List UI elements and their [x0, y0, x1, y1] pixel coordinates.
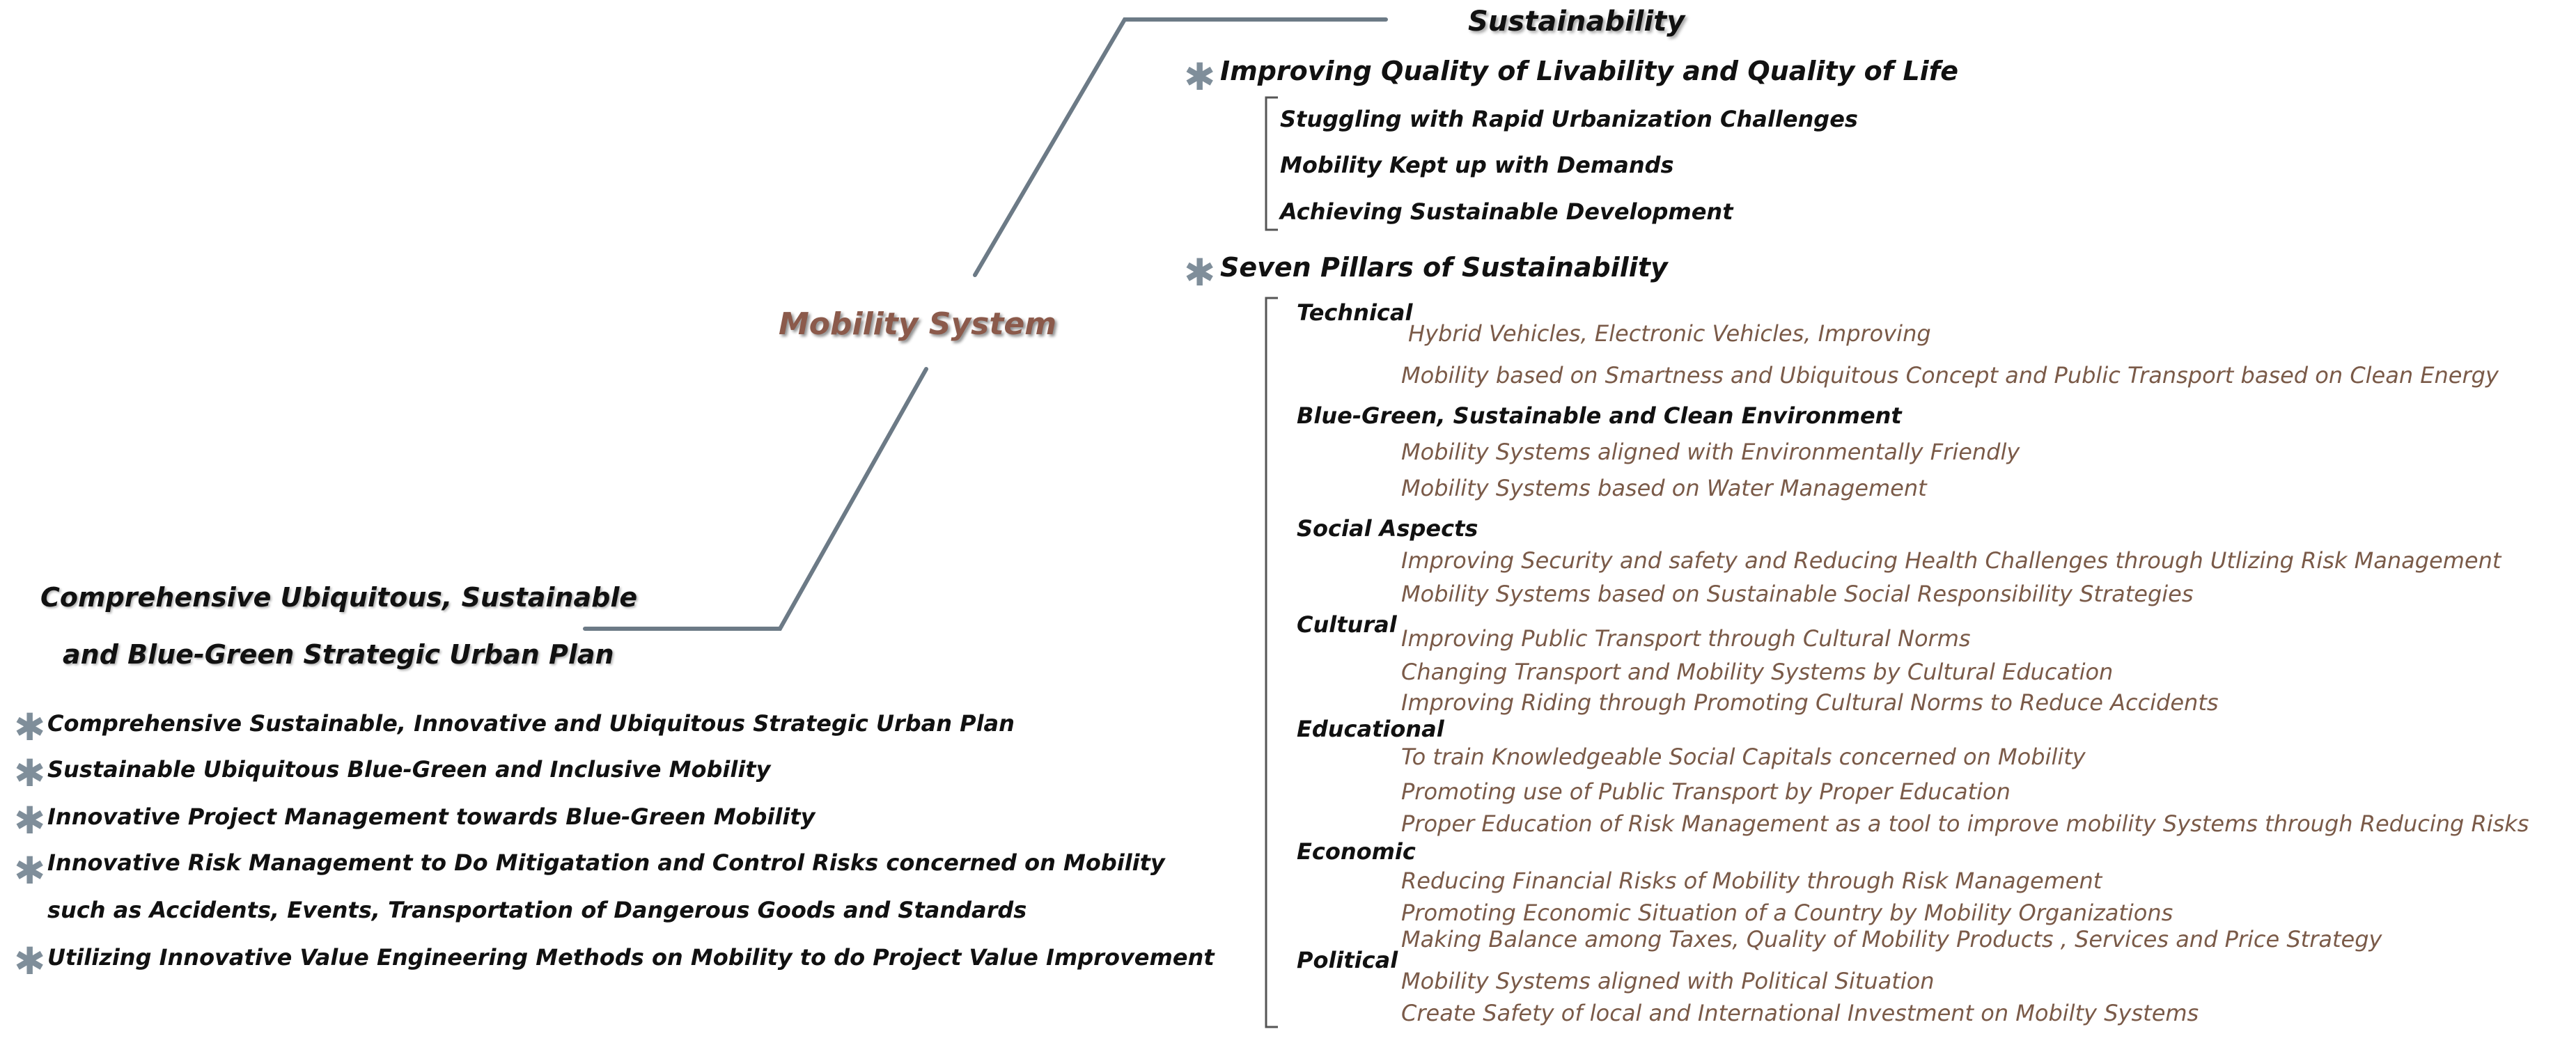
- pillar-cultural-label: Cultural: [1297, 611, 1397, 638]
- pillar-item: Mobility Systems aligned with Political Situation: [1401, 968, 1935, 994]
- pillar-item: Changing Transport and Mobility Systems by Cultural Education: [1401, 659, 2114, 685]
- pillar-item: Making Balance among Taxes, Quality of Mobility Products , Services and Price Strategy: [1401, 926, 2382, 952]
- pillar-economic-label: Economic: [1297, 838, 1416, 865]
- plan-item: Innovative Project Management towards Blue-Green Mobility: [47, 803, 815, 830]
- pillar-item: Mobility Systems aligned with Environmentally Friendly: [1401, 439, 2020, 465]
- pillar-item: Promoting Economic Situation of a Country by Mobility Organizations: [1401, 900, 2173, 926]
- pillar-item: Improving Public Transport through Cultural Norms: [1401, 625, 1971, 652]
- pillar-item: Hybrid Vehicles, Electronic Vehicles, Improving: [1408, 320, 1931, 347]
- pillar-technical-label: Technical: [1297, 299, 1413, 326]
- plan-item: Innovative Risk Management to Do Mitigatation and Control Risks concerned on Mobility: [47, 849, 1165, 876]
- section1-item: Achieving Sustainable Development: [1280, 198, 1733, 225]
- bracket-section2: [1266, 298, 1278, 1027]
- plan-item: such as Accidents, Events, Transportation of Dangerous Goods and Standards: [47, 897, 1027, 923]
- plan-item: Sustainable Ubiquitous Blue-Green and Inclusive Mobility: [47, 756, 771, 783]
- pillar-item: Improving Riding through Promoting Cultural Norms to Reduce Accidents: [1401, 689, 2219, 716]
- section2-heading: Seven Pillars of Sustainability: [1220, 252, 1668, 283]
- pillar-item: Create Safety of local and International Investment on Mobilty Systems: [1401, 1000, 2199, 1026]
- asterisk-icon: ✱: [14, 939, 46, 983]
- asterisk-icon: ✱: [1184, 251, 1216, 295]
- asterisk-icon: ✱: [14, 849, 46, 893]
- mobility-system-title: Mobility System: [779, 306, 1057, 342]
- section1-item: Stuggling with Rapid Urbanization Challenges: [1280, 106, 1858, 132]
- asterisk-icon: ✱: [14, 705, 46, 749]
- pillar-political-label: Political: [1297, 947, 1398, 973]
- section1-heading: Improving Quality of Livability and Quality of Life: [1220, 56, 1958, 86]
- plan-item: Utilizing Innovative Value Engineering Methods on Mobility to do Project Value Improvement: [47, 944, 1215, 971]
- plan-title-line2: and Blue-Green Strategic Urban Plan: [63, 639, 614, 670]
- pillar-item: Improving Security and safety and Reducing Health Challenges through Utlizing Risk Management: [1401, 547, 2501, 574]
- plan-title-line1: Comprehensive Ubiquitous, Sustainable: [40, 582, 638, 613]
- plan-item: Comprehensive Sustainable, Innovative and Ubiquitous Strategic Urban Plan: [47, 710, 1015, 737]
- pillar-social-label: Social Aspects: [1297, 515, 1478, 542]
- pillar-item: Mobility Systems based on Sustainable Social Responsibility Strategies: [1401, 581, 2194, 607]
- section1-item: Mobility Kept up with Demands: [1280, 152, 1674, 178]
- asterisk-icon: ✱: [14, 799, 46, 842]
- pillar-educational-label: Educational: [1297, 716, 1444, 742]
- asterisk-icon: ✱: [1184, 55, 1216, 99]
- pillar-item: Mobility based on Smartness and Ubiquitous Concept and Public Transport based on Clean Energy: [1401, 362, 2499, 389]
- pillar-item: Proper Education of Risk Management as a tool to improve mobility Systems through Reducing Risks: [1401, 810, 2529, 837]
- sustainability-title: Sustainability: [1468, 6, 1685, 38]
- asterisk-icon: ✱: [14, 751, 46, 795]
- pillar-item: To train Knowledgeable Social Capitals concerned on Mobility: [1401, 744, 2086, 770]
- bracket-section1: [1266, 97, 1278, 230]
- pillar-item: Mobility Systems based on Water Management: [1401, 475, 1927, 501]
- pillar-item: Promoting use of Public Transport by Proper Education: [1401, 778, 2011, 805]
- pillar-environment-label: Blue-Green, Sustainable and Clean Environment: [1297, 402, 1902, 429]
- pillar-item: Reducing Financial Risks of Mobility through Risk Management: [1401, 868, 2102, 894]
